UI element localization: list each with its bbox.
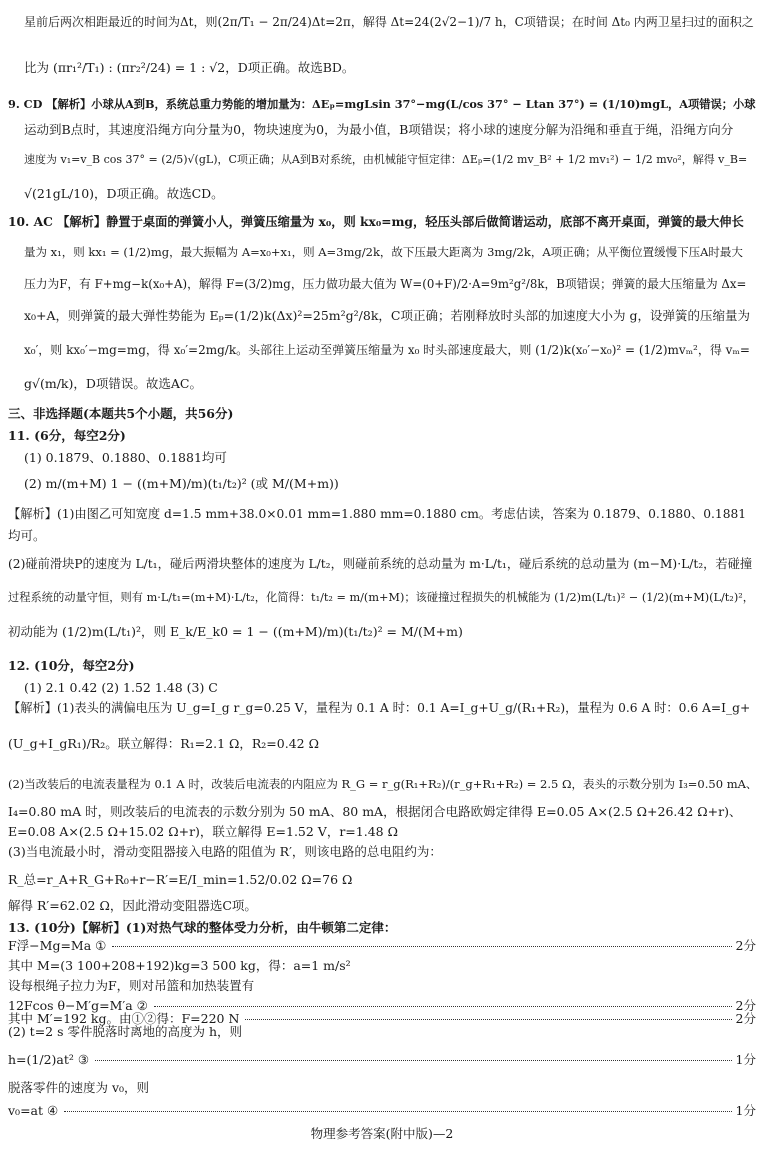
text-line: 过程系统的动量守恒，则有 m·L/t₁=(m+M)·L/t₂，化简得：t₁/t₂ = m/(m+M)；该碰撞过程损失的机械能为 (1/2)m(L/t₁)² − (1/2)(m+M)(L/t₂)²， <box>8 591 754 604</box>
scored-equation-row <box>8 1011 756 1027</box>
score-points: 1分 <box>735 1103 756 1118</box>
text-line: (2) t=2 s 零件脱落时离地的高度为 h，则 <box>8 1024 243 1039</box>
text-line: 设每根绳子拉力为F，则对吊篮和加热装置有 <box>8 978 255 993</box>
equation-text: v₀=at ④ <box>8 1103 59 1118</box>
text-line: 【解析】(1)由图乙可知宽度 d=1.5 mm+38.0×0.01 mm=1.880 mm=0.1880 cm。考虑估读，答案为 0.1879、0.1880、0.1881 <box>8 507 747 521</box>
text-line: 【解析】(1)表头的满偏电压为 U_g=I_g r_g=0.25 V，量程为 0.1 A 时：0.1 A=I_g+U_g/(R₁+R₂)，量程为 0.6 A 时：0.6 A=I_g+ <box>8 701 751 715</box>
score-points: 2分 <box>735 938 756 953</box>
text-line: 10. AC 【解析】静置于桌面的弹簧小人，弹簧压缩量为 x₀，则 kx₀=mg，轻压头部后做简谐运动，底部不离开桌面，弹簧的最大伸长 <box>8 214 744 229</box>
score-points: 2分 <box>735 1011 756 1026</box>
dot-leader <box>154 998 732 1007</box>
text-line: 12. (10分，每空2分) <box>8 658 135 673</box>
text-line: E=0.08 A×(2.5 Ω+15.02 Ω+r)，联立解得 E=1.52 V，r=1.48 Ω <box>8 824 398 839</box>
text-line: (2)碰前滑块P的速度为 L/t₁，碰后两滑块整体的速度为 L/t₂，则碰前系统的总动量为 m·L/t₁，碰后系统的总动量为 (m−M)·L/t₂，若碰撞 <box>8 557 753 571</box>
dot-leader <box>95 1052 731 1061</box>
text-line: (3)当电流最小时，滑动变阻器接入电路的阻值为 R′，则该电路的总电阻约为： <box>8 844 442 859</box>
scored-equation-row <box>8 1052 756 1068</box>
text-line: 速度为 v₁=v_B cos 37° = (2/5)√(gL)，C项正确；从A到B对系统，由机械能守恒定律：ΔEₚ=(1/2 mv_B² + 1/2 mv₁²) − 1/2 mv₀²，解得 v_B= <box>24 153 748 166</box>
text-line: g√(m/k)，D项错误。故选AC。 <box>24 376 202 391</box>
text-line: 其中 M=(3 100+208+192)kg=3 500 kg，得：a=1 m/s² <box>8 958 351 973</box>
equation-text: 12Fcos θ−M′g=M′a ② <box>8 998 148 1013</box>
scored-equation-row <box>8 1103 756 1119</box>
text-line: 三、非选择题(本题共5个小题，共56分) <box>8 406 234 421</box>
text-line: 11. (6分，每空2分) <box>8 428 126 443</box>
text-line: R_总=r_A+R_G+R₀+r−R′=E/I_min=1.52/0.02 Ω=76 Ω <box>8 872 353 887</box>
text-line: x₀′，则 kx₀′−mg=mg，得 x₀′=2mg/k。头部往上运动至弹簧压缩量为 x₀ 时头部速度最大，则 (1/2)k(x₀′−x₀)² = (1/2)mvₘ²，得 vₘ= <box>24 343 750 357</box>
equation-text: h=(1/2)at² ③ <box>8 1052 90 1067</box>
equation-text: F浮−Mg=Ma ① <box>8 938 107 953</box>
text-line: (U_g+I_gR₁)/R₂。联立解得：R₁=2.1 Ω，R₂=0.42 Ω <box>8 736 319 751</box>
score-points: 1分 <box>735 1052 756 1067</box>
text-line: 均可。 <box>8 528 46 543</box>
text-line: (1) 2.1 0.42 (2) 1.52 1.48 (3) C <box>24 680 218 695</box>
text-line: 9. CD 【解析】小球从A到B，系统总重力势能的增加量为：ΔEₚ=mgLsin 37°−mg(L/cos 37° − Ltan 37°) = (1/10)mgL，A项错误；小球 <box>8 97 756 111</box>
text-line: 量为 x₁，则 kx₁ = (1/2)mg，最大振幅为 A=x₀+x₁，则 A=3mg/2k，故下压最大距离为 3mg/2k，A项正确；从平衡位置缓慢下压A时最大 <box>24 245 743 259</box>
text-line: (1) 0.1879、0.1880、0.1881均可 <box>24 450 227 465</box>
text-line: 运动到B点时，其速度沿绳方向分量为0，物块速度为0，为最小值，B项错误；将小球的速度分解为沿绳和垂直于绳，沿绳方向分 <box>24 122 734 137</box>
dot-leader <box>64 1103 731 1112</box>
page-footer: 物理参考答案(附中版)—2 <box>310 1126 454 1141</box>
equation-text: 其中 M′=192 kg。由①②得：F=220 N <box>8 1011 240 1026</box>
text-line: x₀+A，则弹簧的最大弹性势能为 Eₚ=(1/2)k(Δx)²=25m²g²/8k，C项正确；若刚释放时头部的加速度大小为 g，设弹簧的压缩量为 <box>24 308 750 323</box>
text-line: 压力为F，有 F+mg−k(x₀+A)，解得 F=(3/2)mg，压力做功最大值为 W=(0+F)/2·A=9m²g²/8k，B项错误；弹簧的最大压缩量为 Δx= <box>24 277 747 291</box>
text-line: 13. (10分)【解析】(1)对热气球的整体受力分析，由牛顿第二定律： <box>8 920 397 935</box>
text-line: (2) m/(m+M) 1 − ((m+M)/m)(t₁/t₂)² (或 M/(M+m)) <box>24 476 339 491</box>
text-line: 星前后两次相距最近的时间为Δt，则(2π/T₁ − 2π/24)Δt=2π，解得 Δt=24(2√2−1)/7 h，C项错误；在时间 Δt₀ 内两卫星扫过的面积之 <box>24 15 754 29</box>
scored-equation-row <box>8 938 756 954</box>
text-line: I₄=0.80 mA 时，则改装后的电流表的示数分别为 50 mA、80 mA，根据闭合电路欧姆定律得 E=0.05 A×(2.5 Ω+26.42 Ω+r)、 <box>8 804 742 819</box>
text-line: 初动能为 (1/2)m(L/t₁)²，则 E_k/E_k0 = 1 − ((m+M)/m)(t₁/t₂)² = M/(M+m) <box>8 624 463 639</box>
dot-leader <box>112 938 731 947</box>
text-line: 脱落零件的速度为 v₀，则 <box>8 1080 150 1095</box>
dot-leader <box>245 1011 731 1020</box>
score-points: 2分 <box>735 998 756 1013</box>
text-line: 比为 (πr₁²/T₁) : (πr₂²/24) = 1 : √2，D项正确。故选BD。 <box>24 60 355 75</box>
text-line: 解得 R′=62.02 Ω，因此滑动变阻器选C项。 <box>8 898 257 913</box>
text-line: √(21gL/10)，D项正确。故选CD。 <box>24 186 224 201</box>
text-line: (2)当改装后的电流表量程为 0.1 A 时，改装后电流表的内阻应为 R_G = r_g(R₁+R₂)/(r_g+R₁+R₂) = 2.5 Ω，表头的示数分别为 I₃=0.50 mA、 <box>8 777 758 791</box>
